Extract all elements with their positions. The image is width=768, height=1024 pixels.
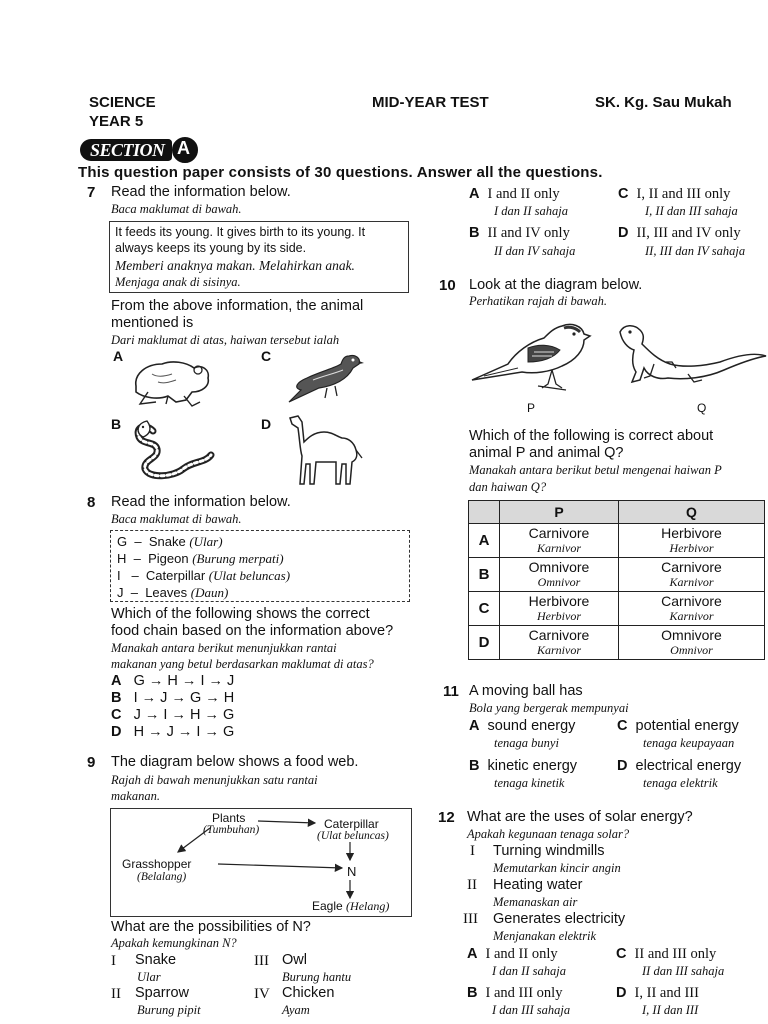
q12-option[interactable] <box>616 946 716 963</box>
q8-item-code: J <box>117 585 124 600</box>
q12-item-ms: Memanaskan air <box>493 895 578 909</box>
q8-number: 8 <box>87 494 96 511</box>
web-caterpillar-ms: (Ulat beluncas) <box>317 830 389 842</box>
cell-q: Carnivore <box>661 558 722 575</box>
q9-choice-ms: Burung pipit <box>137 1003 201 1017</box>
q12-item-en: Heating water <box>493 877 583 893</box>
q7-box-ms-1: Memberi anaknya makan. Melahirkan anak. <box>115 258 355 273</box>
q9-choice-roman: IV <box>254 986 270 1002</box>
q10-question-ms-2: dan haiwan Q? <box>469 480 547 494</box>
section-word: SECTION <box>90 140 165 160</box>
school-name: SK. Kg. Sau Mukah <box>595 94 732 111</box>
q10-answer-table <box>468 500 765 660</box>
option-text-ms: tenaga kinetik <box>494 776 565 790</box>
row-letter: A <box>469 524 500 558</box>
label-p: P <box>527 401 536 415</box>
table-row[interactable] <box>469 558 765 592</box>
q7-box-en-2: always keeps its young by its side. <box>115 241 307 255</box>
q12-item-en: Turning windmills <box>493 843 605 859</box>
q11-option[interactable] <box>617 718 739 735</box>
table-row[interactable] <box>469 524 765 558</box>
q8-option[interactable] <box>111 690 234 707</box>
option-letter: C <box>616 946 627 962</box>
q7-question-ms: Dari maklumat di atas, haiwan tersebut ialah <box>111 333 340 347</box>
q9-answer-option[interactable] <box>618 225 741 242</box>
q8-question-ms-2: makanan yang betul berdasarkan maklumat di atas? <box>111 657 374 671</box>
q11-number: 11 <box>443 683 459 700</box>
q9-stem-ms-2: makanan. <box>111 789 160 803</box>
web-eagle-en: Eagle <box>312 899 343 913</box>
q8-item-ms: (Daun) <box>190 585 229 600</box>
q11-option[interactable] <box>617 758 741 775</box>
q8-item-en: Pigeon <box>148 551 189 566</box>
option-letter: B <box>469 758 480 774</box>
q9-choice <box>254 985 270 1003</box>
q8-option-text: G → H → I → J <box>133 673 235 689</box>
q8-option-letter: C <box>111 707 122 723</box>
q12-stem: What are the uses of solar energy? <box>467 809 693 825</box>
q9-choice-en: Chicken <box>282 985 335 1001</box>
q8-option-text: J → I → H → G <box>133 707 235 723</box>
option-text: I and III only <box>485 985 563 1001</box>
cell-p: Carnivore <box>528 524 590 541</box>
q9-choice-en: Sparrow <box>135 985 189 1001</box>
cell-p-ms: Karnivor <box>536 642 581 657</box>
section-letter: A <box>177 138 190 158</box>
q9-stem: The diagram below shows a food web. <box>111 754 359 770</box>
table-header-p: P <box>500 501 619 524</box>
cell-q-ms: Omnivor <box>670 642 713 657</box>
q8-option-text: I → J → G → H <box>133 690 235 706</box>
q8-stem-ms: Baca maklumat di bawah. <box>111 512 242 526</box>
q7-option-a-label: A <box>113 348 124 364</box>
q8-option-letter: A <box>111 673 122 689</box>
q7-box-ms-2: Menjaga anak di sisinya. <box>115 275 241 289</box>
option-letter: A <box>469 186 480 202</box>
q8-item-en: Caterpillar <box>145 568 206 583</box>
option-letter: A <box>469 718 480 734</box>
q11-stem: A moving ball has <box>469 683 583 699</box>
q12-item-roman: II <box>467 877 477 893</box>
q8-question-2: food chain based on the information above? <box>111 623 394 639</box>
q7-option-d-label: D <box>261 416 272 432</box>
q10-question-ms-1: Manakah antara berikut betul mengenai haiwan P <box>469 463 722 477</box>
q10-question-2: animal P and animal Q? <box>469 445 624 461</box>
option-text-ms: I dan II sahaja <box>492 964 566 978</box>
cell-p: Omnivore <box>528 558 590 575</box>
web-eagle-ms: (Helang) <box>346 899 390 913</box>
q9-question-ms: Apakah kemungkinan N? <box>111 936 237 950</box>
row-letter: D <box>469 626 500 660</box>
q9-stem-ms-1: Rajah di bawah menunjukkan satu rantai <box>111 773 318 787</box>
option-letter: A <box>467 946 478 962</box>
snake-icon <box>133 417 215 481</box>
sparrow-icon <box>468 318 594 394</box>
q8-option[interactable] <box>111 673 234 690</box>
q9-answer-option[interactable] <box>469 225 570 242</box>
q12-item-en: Generates electricity <box>493 911 626 927</box>
option-text: I and II only <box>485 946 558 962</box>
q8-item: I – Caterpillar (Ulat beluncas) <box>117 568 291 583</box>
q9-choice-roman: I <box>111 953 116 969</box>
option-text: I, II and III <box>634 985 699 1001</box>
cell-q: Herbivore <box>661 524 722 541</box>
row-letter: C <box>469 592 500 626</box>
cell-p-ms: Herbivor <box>537 608 581 623</box>
q11-option[interactable] <box>469 758 577 775</box>
option-letter: D <box>618 225 629 241</box>
q8-item: J – Leaves (Daun) <box>117 585 229 600</box>
option-text: I and II only <box>487 186 560 202</box>
q12-item-roman: I <box>470 843 475 859</box>
option-text: II and IV only <box>487 225 570 241</box>
web-grasshopper-ms: (Belalang) <box>137 871 187 883</box>
q9-choice-en: Owl <box>282 952 307 968</box>
q9-choice-roman: III <box>254 953 269 969</box>
q8-option-text: H → J → I → G <box>133 724 235 740</box>
q9-choice-ms: Ayam <box>282 1003 310 1017</box>
q8-item-code: H <box>117 551 127 566</box>
section-badge <box>80 137 198 163</box>
cell-p: Carnivore <box>528 626 590 643</box>
option-text-ms: tenaga keupayaan <box>643 736 735 750</box>
cell-p-ms: Karnivor <box>536 540 581 555</box>
cell-p-ms: Omnivor <box>537 574 581 589</box>
option-text: II and III only <box>634 946 717 962</box>
q8-option-letter: B <box>111 690 122 706</box>
web-grasshopper: Grasshopper <box>122 857 192 871</box>
q12-item-ms: Menjanakan elektrik <box>493 929 597 943</box>
q8-item-code: I <box>117 568 121 583</box>
q9-choice-ms: Ular <box>137 970 161 984</box>
q10-stem-ms: Perhatikan rajah di bawah. <box>469 294 607 308</box>
q8-option[interactable] <box>111 724 234 741</box>
web-plants: Plants <box>212 811 246 825</box>
web-caterpillar: Caterpillar <box>324 817 379 831</box>
q9-choice <box>111 985 121 1003</box>
table-header-q: Q <box>619 501 765 524</box>
year-label: YEAR 5 <box>89 113 144 130</box>
option-letter: D <box>617 758 628 774</box>
q8-item-ms: (Ulat beluncas) <box>208 568 291 583</box>
lizard-icon <box>614 322 768 390</box>
test-title: MID-YEAR TEST <box>372 94 489 111</box>
table-row[interactable] <box>469 626 765 660</box>
q8-item-ms: (Burung merpati) <box>192 551 284 566</box>
pigeon-icon <box>283 346 365 406</box>
q8-item-en: Leaves <box>145 585 188 600</box>
q9-answer-option[interactable] <box>618 186 730 203</box>
q9-choice-en: Snake <box>135 952 177 968</box>
cell-q-ms: Karnivor <box>669 608 714 623</box>
q7-stem-ms: Baca maklumat di bawah. <box>111 202 242 216</box>
q8-question-1: Which of the following shows the correct <box>111 606 370 622</box>
q7-question-1: From the above information, the animal <box>111 298 364 314</box>
web-eagle <box>312 899 389 914</box>
option-text: potential energy <box>635 718 739 734</box>
table-header-blank <box>469 501 500 524</box>
q11-option[interactable] <box>469 718 575 735</box>
label-q: Q <box>697 401 707 415</box>
q9-choice-ms: Burung hantu <box>282 970 352 984</box>
q9-choice-roman: II <box>111 986 121 1002</box>
option-text-ms: I dan II sahaja <box>494 204 568 218</box>
web-plants-ms: (Tumbuhan) <box>203 824 260 836</box>
q9-answer-option[interactable] <box>469 186 560 203</box>
q12-stem-ms: Apakah kegunaan tenaga solar? <box>467 827 630 841</box>
option-letter: C <box>618 186 629 202</box>
cell-q: Omnivore <box>661 626 722 643</box>
table-row[interactable] <box>469 592 765 626</box>
option-text-ms: tenaga bunyi <box>494 736 559 750</box>
q8-item: G – Snake (Ular) <box>117 534 223 549</box>
q8-item-en: Snake <box>148 534 186 549</box>
camel-icon <box>286 412 366 486</box>
option-text: I, II and III only <box>636 186 731 202</box>
option-letter: C <box>617 718 628 734</box>
option-letter: D <box>616 985 627 1001</box>
q8-option-letter: D <box>111 724 122 740</box>
q7-stem: Read the information below. <box>111 184 291 200</box>
option-text: II, III and IV only <box>636 225 741 241</box>
paper-instruction: This question paper consists of 30 questions. Answer all the questions. <box>78 164 603 181</box>
q9-number: 9 <box>87 754 96 771</box>
q8-item: H – Pigeon (Burung merpati) <box>117 551 284 566</box>
option-text-ms: I, II dan III sahaja <box>645 204 738 218</box>
q12-option[interactable] <box>467 985 562 1002</box>
cell-q-ms: Herbivor <box>669 540 714 555</box>
q12-number: 12 <box>438 809 455 826</box>
q7-option-c-label: C <box>261 348 272 364</box>
q10-stem: Look at the diagram below. <box>469 277 643 293</box>
web-n: N <box>347 864 357 879</box>
cell-p: Herbivore <box>528 592 590 609</box>
q8-item-ms: (Ular) <box>189 534 223 549</box>
q8-item-code: G <box>117 534 128 549</box>
q12-option[interactable] <box>467 946 558 963</box>
option-text: sound energy <box>487 718 576 734</box>
frog-icon <box>128 352 216 408</box>
q12-item-roman: III <box>463 911 478 927</box>
q8-stem: Read the information below. <box>111 494 291 510</box>
q7-box-en-1: It feeds its young. It gives birth to its young. It <box>115 225 366 239</box>
option-text-ms: II dan IV sahaja <box>494 244 576 258</box>
option-text-ms: II, III dan IV sahaja <box>645 244 746 258</box>
q7-question-2: mentioned is <box>111 315 194 331</box>
option-text: kinetic energy <box>487 758 578 774</box>
option-text: electrical energy <box>635 758 742 774</box>
cell-q: Carnivore <box>661 592 722 609</box>
option-letter: B <box>469 225 480 241</box>
q8-question-ms-1: Manakah antara berikut menunjukkan rantai <box>111 641 337 655</box>
cell-q-ms: Karnivor <box>669 574 714 589</box>
q9-choice <box>111 952 116 970</box>
q10-question-1: Which of the following is correct about <box>469 428 714 444</box>
option-text-ms: II dan III sahaja <box>642 964 725 978</box>
q9-question: What are the possibilities of N? <box>111 919 311 935</box>
option-letter: B <box>467 985 478 1001</box>
q7-option-b-label: B <box>111 416 122 432</box>
q9-choice <box>254 952 269 970</box>
q10-number: 10 <box>439 277 456 294</box>
q12-item-ms: Memutarkan kincir angin <box>493 861 621 875</box>
subject-label: SCIENCE <box>89 94 156 111</box>
q7-number: 7 <box>87 184 96 201</box>
q8-option[interactable] <box>111 707 234 724</box>
q12-option[interactable] <box>616 985 699 1002</box>
q11-stem-ms: Bola yang bergerak mempunyai <box>469 701 629 715</box>
row-letter: B <box>469 558 500 592</box>
option-text-ms: I, II dan III <box>642 1003 699 1017</box>
option-text-ms: I dan III sahaja <box>492 1003 571 1017</box>
option-text-ms: tenaga elektrik <box>643 776 718 790</box>
